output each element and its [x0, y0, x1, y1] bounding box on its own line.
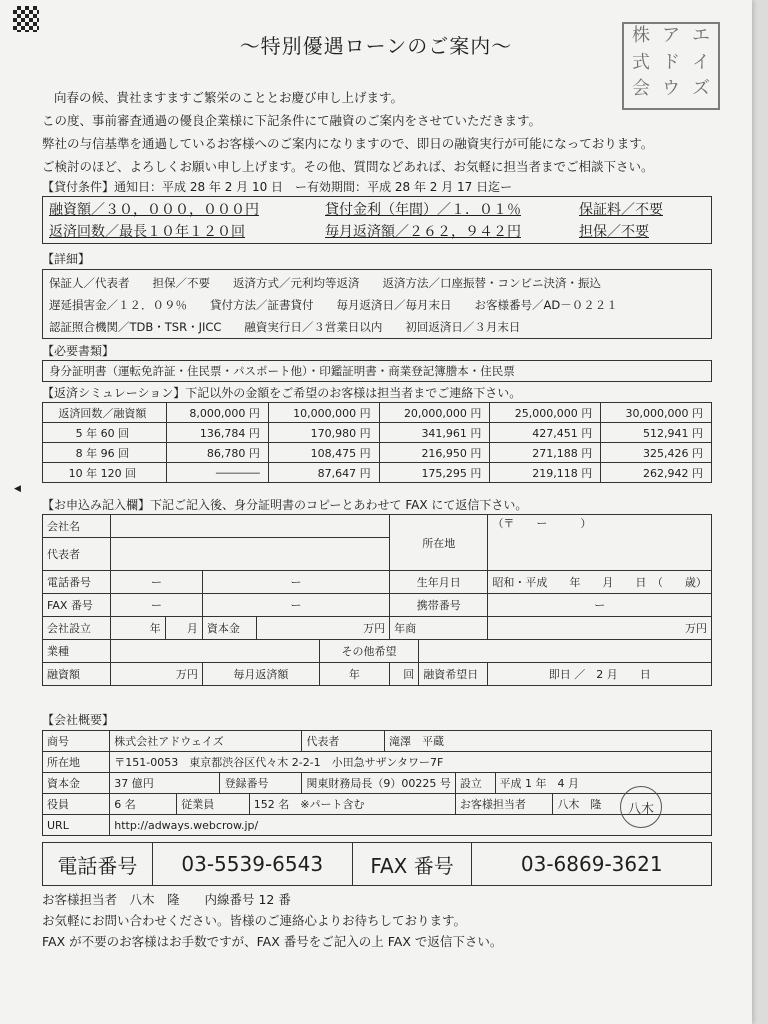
footer-text: お客様担当者 八木 隆 内線番号 12 番 お気軽にお問い合わせください。皆様のご連絡心よりお待ちしております。 FAX が不要のお客様はお手数ですが、FAX 番号をご記入の上 FAX で返信下さい。 [42, 892, 503, 949]
table-row: 電話番号 ー ー 生年月日 昭和・平成 年 月 日 （ 歳） [43, 571, 712, 594]
application-form [42, 514, 712, 686]
table-row: 8 年 96 回 86,780 円 108,475 円 216,950 円 271,188 円 325,426 円 [43, 443, 712, 463]
detail-box: 保証人／代表者 担保／不要 返済方式／元利均等返済 返済方法／口座振替・コンビニ決済・振込 遅延損害金／１２．０９％ 貸付方法／証書貸付 毎月返済日／毎月末日 お客様番号／AD－０２２１ 認証照合機関／TDB・TSR・JICC 融資実行日／３営業日以内 初回返済日／３月末日 [42, 269, 712, 339]
staff-seal: 八木 [620, 786, 662, 828]
table-row: 融資額 万円 毎月返済額 年 回 融資希望日 即日 ／ 2 月 日 [43, 663, 712, 686]
table-row: 10 年 120 回 ―――― 87,647 円 175,295 円 219,118 円 262,942 円 [43, 463, 712, 483]
table-row: FAX 番号 ー ー 携帯番号 ー [43, 594, 712, 617]
docs-heading: 【必要書類】 [42, 344, 115, 358]
checker-pattern [13, 6, 39, 32]
required-documents: 身分証明書（運転免許証・住民票・パスポート他）・印鑑証明書・商業登記簿謄本・住民票 [42, 360, 712, 382]
fax-number[interactable]: 03-6869-3621 [472, 843, 712, 886]
intro-paragraph: 向春の候、貴社ますますご繁栄のこととお慶び申し上げます。 この度、事前審査通過の優良企業様に下記条件にて融資のご案内をさせていただきます。 弊社の与信基準を通過しているお客様へのご案内になりますので、即日の融資実行が可能になっております。 ご検討のほど、よろしくお願い申し上げます。その他、質問などあれば、お気軽に担当者までご相談下さい。 [42, 90, 654, 174]
phone-number[interactable]: 03-5539-6543 [152, 843, 352, 886]
page-marker: ◀ [14, 484, 21, 494]
detail-heading: 【詳細】 [42, 252, 91, 266]
monthly-payment: 毎月返済額／２６２，９４２円 [325, 224, 521, 240]
repayment-terms: 返済回数／最長１０年１２０回 [49, 224, 245, 240]
table-row: 代表者 [43, 538, 712, 571]
table-row: 所在地 〒151-0053 東京都渋谷区代々木 2-2-1 小田急サザンタワー7F [43, 752, 712, 773]
representative-field[interactable] [110, 538, 389, 571]
address-field[interactable]: （〒 ー ） [488, 515, 712, 571]
mobile-field[interactable]: ー [488, 594, 712, 617]
table-row: 役員 6 名 従業員 152 名 ※パート含む お客様担当者 八木 隆 [43, 794, 712, 815]
table-row: 資本金 37 億円 登録番号 関東財務局長（9）00225 号 設立 平成 1 年 4 月 [43, 773, 712, 794]
other-request-field[interactable] [419, 640, 712, 663]
table-row [43, 843, 712, 886]
table-row: 会社名 所在地 （〒 ー ） [43, 515, 712, 538]
fax-label: FAX 番号 [352, 843, 472, 886]
table-row: 返済回数／融資額 8,000,000 円 10,000,000 円 20,000,000 円 25,000,000 円 30,000,000 円 [43, 403, 712, 423]
table-row: 会社設立 年 月 資本金 万円 年商 万円 [43, 617, 712, 640]
guarantee-fee: 保証料／不要 [579, 202, 663, 218]
simulation-table [42, 402, 712, 483]
simulation-heading: 【返済シミュレーション】下記以外の金額をご希望のお客様は担当者までご連絡下さい。 [42, 386, 522, 400]
company-overview-table [42, 730, 712, 836]
desired-date-field[interactable]: 即日 ／ 2 月 日 [488, 663, 712, 686]
document-title: 〜特別優遇ローンのご案内〜 [239, 34, 513, 58]
contact-table [42, 842, 712, 886]
collateral: 担保／不要 [579, 224, 649, 240]
loan-conditions-box [42, 196, 712, 244]
phone-label: 電話番号 [43, 843, 153, 886]
company-name-field[interactable] [110, 515, 389, 538]
table-row: URL http://adways.webcrow.jp/ [43, 815, 712, 836]
birth-date-field[interactable]: 昭和・平成 年 月 日 （ 歳） [488, 571, 712, 594]
industry-field[interactable] [110, 640, 319, 663]
loan-amount: 融資額／３０，０００，０００円 [49, 202, 259, 218]
loan-conditions-heading: 【貸付条件】通知日：平成 28 年 2 月 10 日 ー有効期間：平成 28 年 2 月 17 日迄ー [42, 180, 513, 194]
interest-rate: 貸付金利（年間）／１．０１％ [325, 202, 521, 218]
table-row: 商号 株式会社アドウェイズ 代表者 滝澤 平蔵 [43, 731, 712, 752]
company-seal-stamp: 株 ア エ 式 ド イ 会 ウ ズ [622, 22, 720, 110]
table-row: 業種 その他希望 [43, 640, 712, 663]
overview-heading: 【会社概要】 [42, 713, 115, 727]
table-row: 5 年 60 回 136,784 円 170,980 円 341,961 円 427,451 円 512,941 円 [43, 423, 712, 443]
application-heading: 【お申込み記入欄】下記ご記入後、身分証明書のコピーとあわせて FAX にて返信下さい。 [42, 498, 528, 512]
company-url-link[interactable]: http://adways.webcrow.jp/ [110, 815, 712, 836]
